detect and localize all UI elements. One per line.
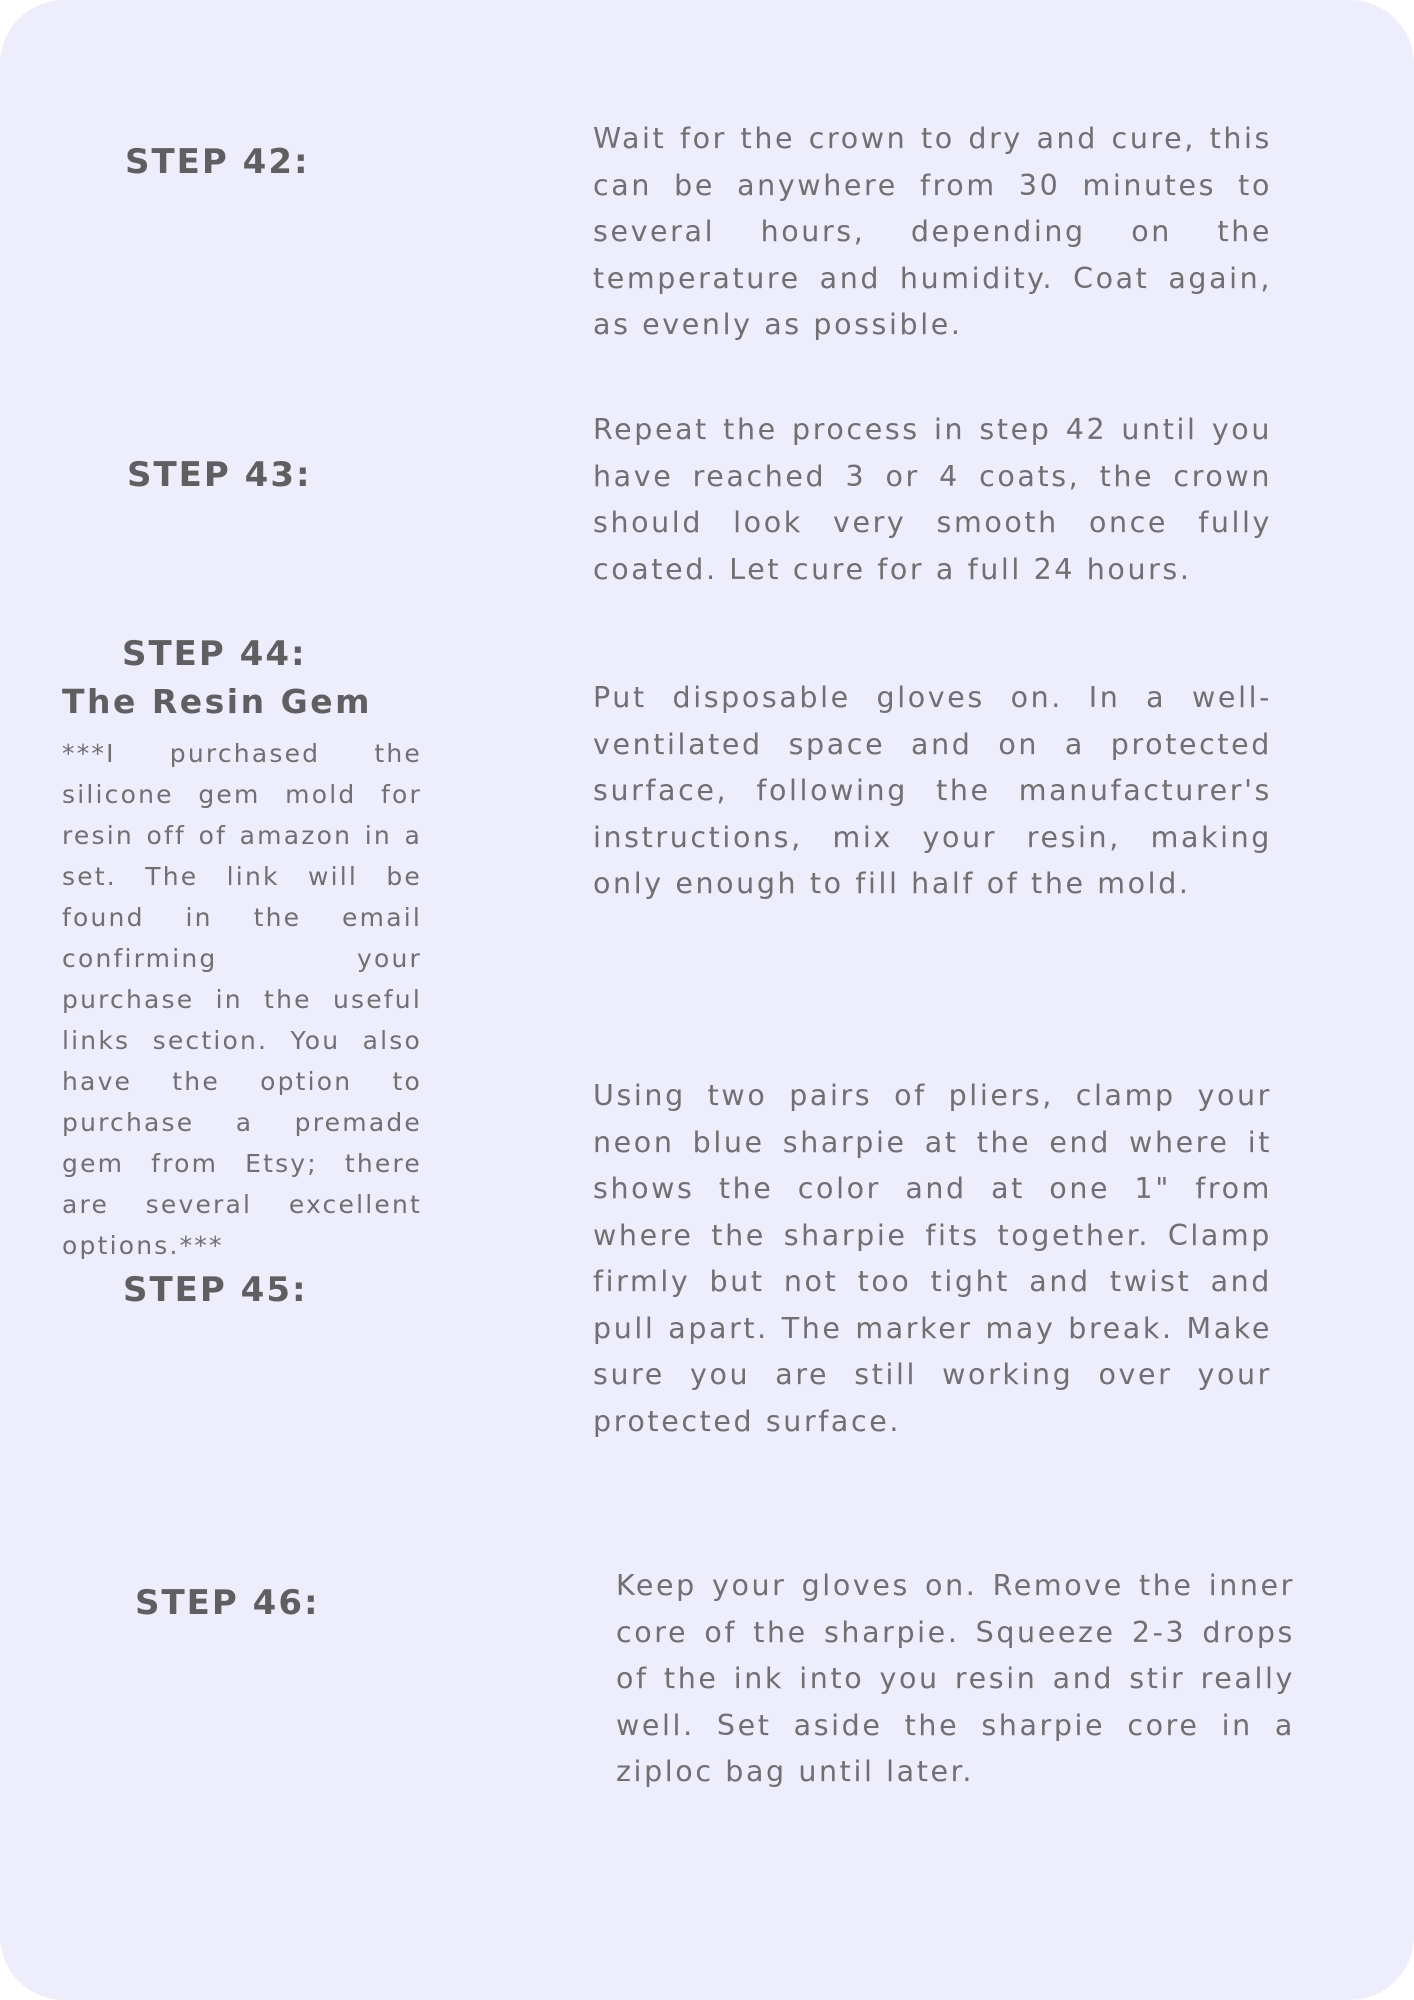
resin-gem-title: The Resin Gem xyxy=(62,682,372,721)
step-44-label: STEP 44: xyxy=(122,634,307,674)
step-46-label: STEP 46: xyxy=(135,1583,320,1623)
step-43-text: Repeat the process in step 42 until you have reached 3 or 4 coats, the crown should look very smooth once fully coated. Let cure for a full 24 hours. xyxy=(593,413,1272,586)
step-43-label: STEP 43: xyxy=(127,455,312,495)
step-42-text: Wait for the crown to dry and cure, this can be anywhere from 30 minutes to several hours, depending on the temperature and humidity. Coat again, as evenly as possible. xyxy=(593,122,1272,341)
resin-gem-note: ***I purchased the silicone gem mold for resin off of amazon in a set. The link will be found in the email confirming your purchase in the useful links section. You also have the option to purchase a premade gem from Etsy; there are several excellent options.*** xyxy=(62,739,422,1260)
step-42-label: STEP 42: xyxy=(125,142,310,182)
step-44-text: Put disposable gloves on. In a well-ventilated space and on a protected surface, following the manufacturer's instructions, mix your resin, making only enough to fill half of the mold. xyxy=(593,681,1272,900)
step-46-text: Keep your gloves on. Remove the inner core of the sharpie. Squeeze 2-3 drops of the ink into you resin and stir really well. Set aside the sharpie core in a ziploc bag until later. xyxy=(616,1569,1295,1788)
step-45-label: STEP 45: xyxy=(123,1270,308,1310)
step-45-text: Using two pairs of pliers, clamp your neon blue sharpie at the end where it shows the color and at one 1" from where the sharpie fits together. Clamp firmly but not too tight and twist and pull apart. The marker may break. Make sure you are still working over your protected surface. xyxy=(593,1079,1272,1438)
